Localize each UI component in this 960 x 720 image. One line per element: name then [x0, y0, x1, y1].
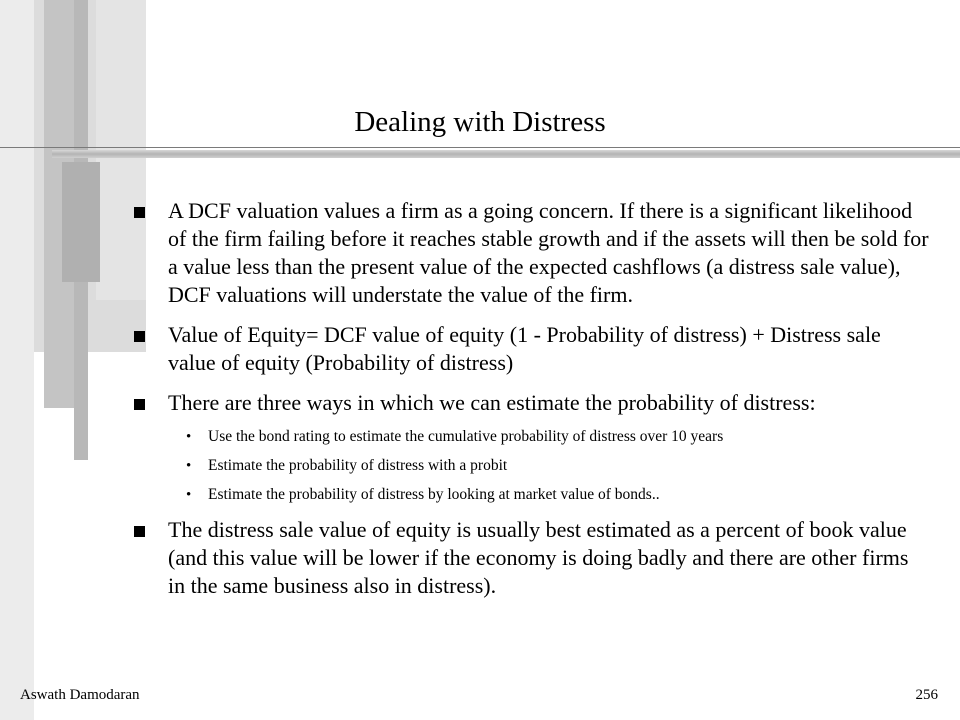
sub-bullet-text: Use the bond rating to estimate the cumulative probability of distress over 10 years: [208, 428, 724, 445]
sub-bullet-text: Estimate the probability of distress with a probit: [208, 457, 508, 474]
bullet-text: A DCF valuation values a firm as a going concern. If there is a significant likelihood of the firm failing before it reaches stable growth and if the assets will then be sold for a value less than the present value of the expected cashflows (a distress sale value), DCF valuations will understate the value of the firm.: [168, 198, 929, 307]
sub-bullet-text: Estimate the probability of distress by looking at market value of bonds..: [208, 486, 660, 503]
bullet-text: The distress sale value of equity is usually best estimated as a percent of book value (and this value will be lower if the economy is doing badly and there are other firms in the same business also in distress).: [168, 517, 909, 598]
square-bullet-icon: [134, 331, 145, 342]
sub-bullet-item: [130, 427, 930, 447]
decor-bar-6: [62, 162, 100, 282]
footer-page-number: 256: [915, 687, 938, 703]
square-bullet-icon: [134, 526, 145, 537]
title-rule-band: [52, 150, 960, 158]
bullet-text: Value of Equity= DCF value of equity (1 - Probability of distress) + Distress sale value of equity (Probability of distress): [168, 322, 881, 375]
footer-author: Aswath Damodaran: [20, 687, 140, 703]
square-bullet-icon: [134, 207, 145, 218]
round-bullet-icon: •: [186, 487, 192, 503]
bullet-item: [130, 389, 930, 417]
bullet-item: [130, 516, 930, 600]
sub-bullet-item: [130, 456, 930, 476]
title-rule: [0, 147, 960, 148]
slide-title: Dealing with Distress: [354, 106, 606, 138]
round-bullet-icon: •: [186, 429, 192, 445]
bullet-text: There are three ways in which we can estimate the probability of distress:: [168, 390, 816, 415]
sub-bullet-item: [130, 485, 930, 505]
square-bullet-icon: [134, 399, 145, 410]
bullet-item: [130, 321, 930, 377]
bullet-item: [130, 197, 930, 309]
round-bullet-icon: •: [186, 458, 192, 474]
slide-body: [130, 197, 930, 612]
